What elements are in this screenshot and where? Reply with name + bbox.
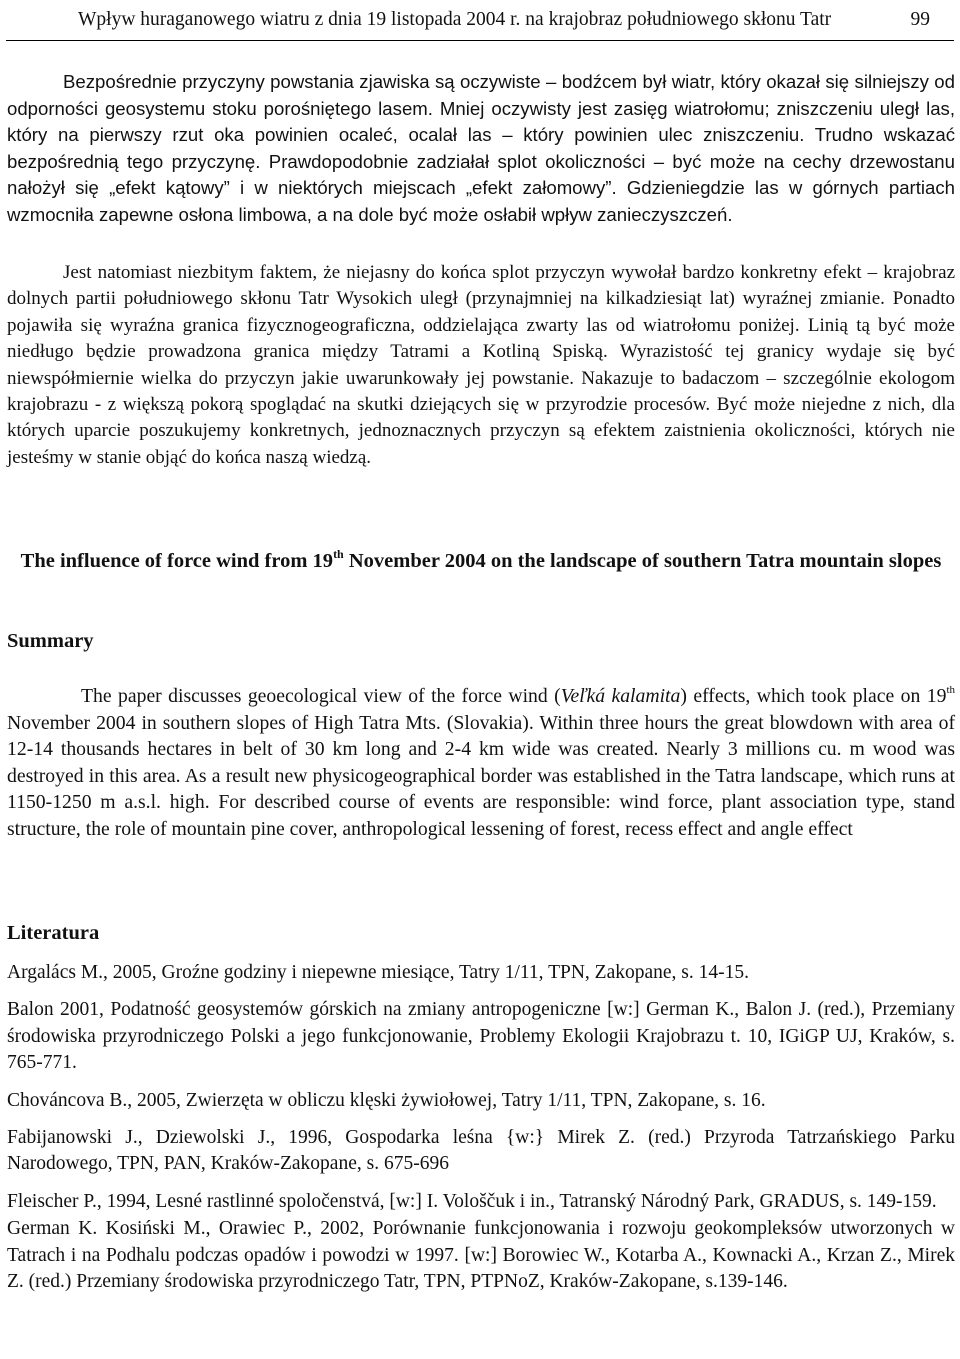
reference-item: Argalács M., 2005, Groźne godziny i niepewne miesiące, Tatry 1/11, TPN, Zakopane, s. 14-15. <box>7 962 749 983</box>
polish-paragraph-sans <box>7 69 955 229</box>
summary-paragraph <box>7 683 955 843</box>
summary-heading: Summary <box>7 630 94 652</box>
english-title <box>7 548 955 575</box>
reference-item: Balon 2001, Podatność geosystemów górskich na zmiany antropogeniczne [w:] German K., Balon J. (red.), Przemiany środowiska przyrodniczego Polski a jego funkcjonowanie, Problemy Ekologii Krajobrazu t. 10, IGiGP UJ, Kraków, s. 765-771. <box>7 999 955 1074</box>
paragraph-1: Bezpośrednie przyczyny powstania zjawiska są oczywiste – bodźcem był wiatr, który okazał się silniejszy od odporności geosystemu stoku porośniętego lasem. Mniej oczywisty jest zasięg wiatrołomu; zniszczeniu uległ las, który na pierwszy rzut oka powinien ocaleć, ocalał las – który powinien ulec zniszczeniu. Trudno wskazać bezpośrednią tego przyczynę. Prawdopodobnie zadziałał splot okoliczności – być może na cechy drzewostanu nałożył się „efekt kątowy” i w niektórych miejscach „efekt załomowy”. Gdzieniegdzie las w górnych partiach wzmocniła zapewne osłona limbowa, a na dole być może osłabił wpływ zanieczyszczeń. <box>7 71 955 225</box>
reference-list <box>7 960 955 1306</box>
title-part-2: November 2004 on the landscape of southern Tatra mountain slopes <box>343 550 942 572</box>
polish-paragraph-serif <box>7 260 955 471</box>
reference-item: Chováncova B., 2005, Zwierzęta w obliczu klęski żywiołowej, Tatry 1/11, TPN, Zakopane, s. 16. <box>7 1089 766 1111</box>
paragraph-2: Jest natomiast niezbitym faktem, że niejasny do końca splot przyczyn wywołał bardzo konkretny efekt – krajobraz dolnych partii południowego skłonu Tatr Wysokich uległ (przynajmniej na kilkadziesiąt lat) wyraźnej zmianie. Ponadto pojawiła się wyraźna granica fizycznogeograficzna, oddzielająca zwarty las od wiatrołomu poniżej. Linią tą być może niedługo będzie prowadzona granica między Tatrami a Kotliną Spiską. Wyrazistość tej granicy wydaje się być niewspółmiernie wielka do przyczyn jakie uwarunkowały jej powstanie. Nakazuje to badaczom – szczególnie ekologom krajobrazu - z większą pokorą spoglądać na skutki dziejących się w przyrodzie procesów. Być może niejedne z nich, dla których uparcie poszukujemy konkretnych, jednoznacznych przyczyn są efektem zaistnienia okoliczności, których nie jesteśmy w stanie objąć do końca naszą wiedzą. <box>7 262 955 468</box>
summary-text-a: The paper discusses geoecological view of the force wind ( <box>81 685 561 707</box>
summary-text-c: November 2004 in southern slopes of High Tatra Mts. (Slovakia). Within three hours the great blowdown with area of 12-14 thousands hectares in belt of 30 km long and 2-4 km wide was created. Nearly 3 millions cu. m wood was destroyed in this area. As a result new physicogeographical border was established in the Tatra landscape, which runs at 1150-1250 m a.s.l. high. For described course of events are responsible: wind force, plant association type, stand structure, the role of mountain pine cover, anthropological lessening of forest, recess effect and angle effect <box>7 711 955 840</box>
summary-text-b: ) effects, which took place on 19 <box>680 685 947 707</box>
summary-body <box>7 683 955 843</box>
reference-item: Fleischer P., 1994, Lesné rastlinné spoločenstvá, [w:] I. Vološčuk i in., Tatranský Národný Park, GRADUS, s. 149-159. <box>7 1190 937 1212</box>
running-header <box>6 0 954 41</box>
reference-item: German K. Kosiński M., Orawiec P., 2002, Porównanie funkcjonowania i rozwoju geokompleksów utworzonych w Tatrach i na Podhalu podczas opadów i powodzi w 1997. [w:] Borowiec W., Kotarba A., Kownacki A., Krzan Z., Mirek Z. (red.) Przemiany środowiska przyrodniczego Tatr, TPN, PTPNoZ, Kraków-Zakopane, s.139-146. <box>7 1218 955 1293</box>
title-superscript: th <box>333 547 344 561</box>
page-number: 99 <box>910 9 930 30</box>
running-title: Wpływ huraganowego wiatru z dnia 19 listopada 2004 r. na krajobraz południowego skłonu Tatr <box>78 9 832 30</box>
summary-italic: Veľká kalamita <box>560 685 681 707</box>
summary-superscript: th <box>946 684 955 696</box>
reference-item: Fabijanowski J., Dziewolski J., 1996, Gospodarka leśna {w:} Mirek Z. (red.) Przyroda Tatrzańskiego Parku Narodowego, TPN, PAN, Kraków-Zakopane, s. 675-696 <box>7 1127 955 1175</box>
literature-heading: Literatura <box>7 922 100 944</box>
title-part-1: The influence of force wind from 19 <box>20 550 334 572</box>
